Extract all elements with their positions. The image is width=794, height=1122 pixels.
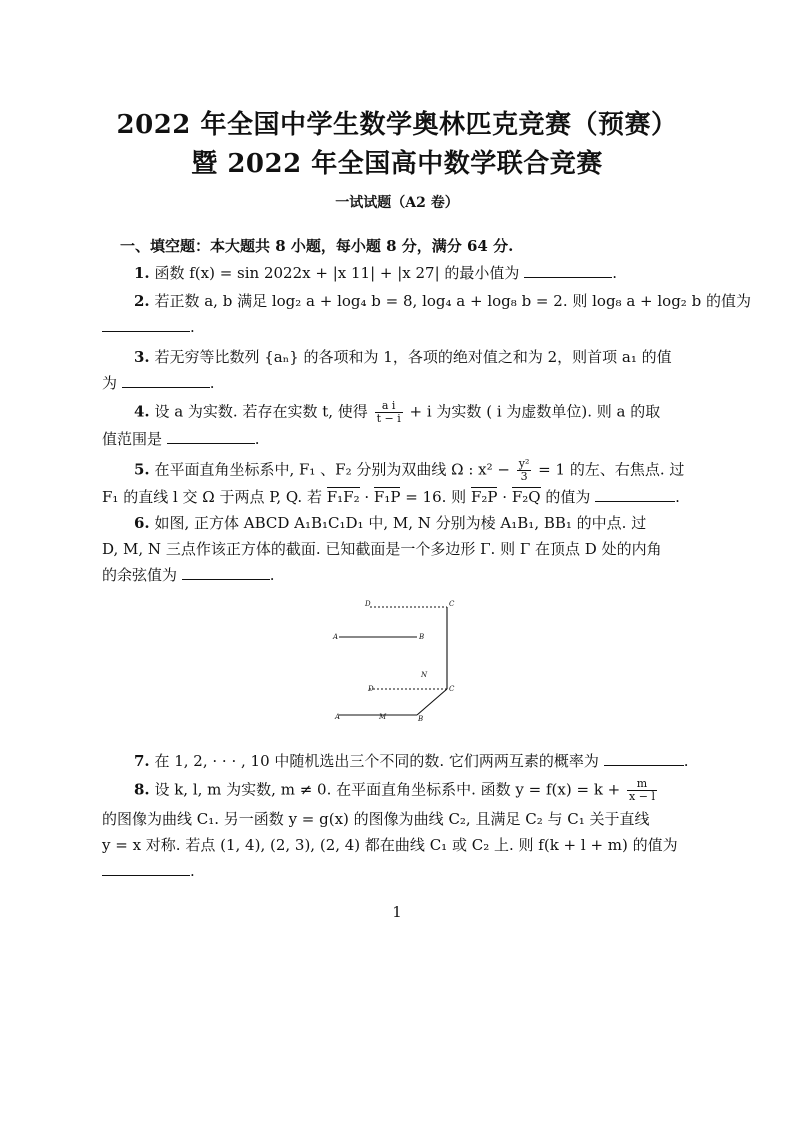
vertex-label: B [419, 633, 425, 641]
vertex-label: C [449, 600, 455, 608]
problem-text: 设 a 为实数. 若存在实数 t, 使得 [154, 402, 368, 421]
vertex-label: B [418, 715, 424, 723]
edge [417, 689, 447, 715]
answer-blank[interactable] [102, 317, 190, 332]
problem-8-line-4: . [102, 860, 195, 882]
answer-blank[interactable] [604, 751, 684, 766]
subtitle: 一试试题（A2 卷） [335, 195, 459, 211]
problem-number: 5. [134, 460, 150, 479]
answer-blank[interactable] [167, 429, 255, 444]
problem-number: 7. [134, 752, 150, 770]
section-heading: 一、填空题：本大题共 8 小题，每小题 8 分，满分 64 分. [120, 237, 514, 255]
problem-number: 8. [134, 780, 150, 799]
problem-6-line-3: 的余弦值为 . [102, 566, 275, 584]
problem-5-line-2: F₁ 的直线 l 交 Ω 于两点 P, Q. 若 F₁F₂ · F₁P = 16. 则 F₂P · F₂Q 的值为 . [102, 488, 680, 506]
problem-text: 在平面直角坐标系中, F₁ 、F₂ 分别为双曲线 Ω : x² − [154, 460, 510, 479]
problem-3 [134, 346, 672, 368]
vertex-label: N [421, 671, 428, 679]
title-line-2: 暨 2022 年全国高中数学联合竞赛 [191, 149, 603, 179]
problem-text: 函数 f(x) = sin 2022x + |x 11| + |x 27| 的最小值为 [154, 264, 520, 282]
problem-4: 4. 设 a 为实数. 若存在实数 t, 使得 $\frac{\text{a i}}{t - i}$ + i 为实数 ( i 为虚数单位). 则 a 的取 [134, 399, 661, 425]
answer-blank[interactable] [122, 373, 210, 388]
problem-4-line-2: 值范围是 . [102, 430, 260, 448]
vector-f1p: F₁P [373, 488, 401, 506]
title-line-1: 2022 年全国中学生数学奥林匹克竞赛（预赛） [116, 110, 678, 140]
problem-8-line-3: y = x 对称. 若点 (1, 4), (2, 3), (2, 4) 都在曲线 C₁ 或 C₂ 上. 则 f(k + l + m) 的值为 [102, 836, 678, 854]
vector-f1f2: F₁F₂ [326, 488, 360, 506]
problem-text: 若无穷等比数列 {aₙ} 的各项和为 1，各项的绝对值之和为 2，则首项 a₁ 的值 [154, 348, 672, 366]
problem-1: 1. 函数 f(x) = sin 2022x + |x 11| + |x 27| 的最小值为 . [134, 264, 617, 282]
problem-number: 1. [134, 264, 150, 282]
vertex-label: M [379, 713, 387, 721]
problem-8 [134, 778, 659, 803]
problem-6 [134, 512, 646, 534]
problem-7: 7. 在 1, 2, · · · , 10 中随机选出三个不同的数. 它们两两互素的概率为 . [134, 752, 689, 770]
problem-number: 4. [134, 402, 150, 421]
problem-2 [134, 290, 751, 312]
vector-f2p: F₂P [470, 488, 498, 506]
problem-text: 在 1, 2, · · · , 10 中随机选出三个不同的数. 它们两两互素的概率为 [154, 752, 599, 770]
vertex-label: A [335, 713, 341, 721]
problem-6-line-2: D, M, N 三点作该正方体的截面. 已知截面是一个多边形 Γ. 则 Γ 在顶点 D 处的内角 [102, 540, 662, 558]
fraction: $\frac{\text{y²}}{3}$ [518, 457, 530, 483]
answer-blank[interactable] [595, 487, 675, 502]
answer-blank[interactable] [524, 263, 612, 278]
problem-number: 3. [134, 348, 150, 366]
vertex-label: C [449, 685, 455, 693]
answer-blank[interactable] [182, 565, 270, 580]
problem-5: 5. 在平面直角坐标系中, F₁ 、F₂ 分别为双曲线 Ω : x² − $\frac{\text{y²}}{3}$ = 1 的左、右焦点. 过 [134, 457, 685, 483]
page-number: 1 [392, 903, 402, 921]
problem-number: 2. [134, 292, 150, 310]
problem-2-line-2: . [102, 316, 195, 338]
problem-8-line-2: 的图像为曲线 C₁. 另一函数 y = g(x) 的图像为曲线 C₂, 且满足 C₂ 与 C₁ 关于直线 [102, 810, 650, 828]
problem-3-line-2: 为 . [102, 374, 215, 392]
vertex-label: D [365, 600, 371, 608]
problem-text: 设 k, l, m 为实数, m ≠ 0. 在平面直角坐标系中. 函数 y = f(x) = k + [154, 780, 621, 799]
vertex-label: D [368, 685, 374, 693]
problem-text: 若正数 a, b 满足 log₂ a + log₄ b = 8, log₄ a + log₈ b = 2. 则 log₈ a + log₂ b 的值为 [154, 292, 751, 310]
fraction: $\frac{\text{a i}}{t - i}$ [376, 399, 401, 425]
answer-blank[interactable] [102, 861, 190, 876]
vector-f2q: F₂Q [511, 488, 541, 506]
problem-number: 6. [134, 514, 150, 532]
vertex-label: A [333, 633, 339, 641]
problem-text: 如图, 正方体 ABCD A₁B₁C₁D₁ 中, M, N 分别为棱 A₁B₁, BB₁ 的中点. 过 [154, 514, 647, 532]
cube-figure [325, 597, 475, 727]
fraction: $\frac{m}{x - l}$ [629, 777, 655, 803]
